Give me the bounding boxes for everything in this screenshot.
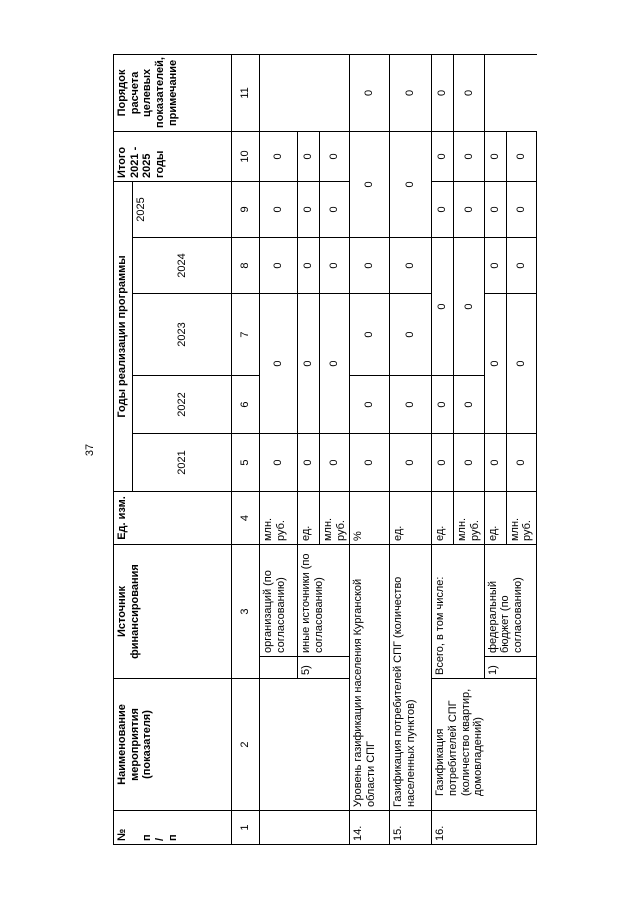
other-source: иные источники (по согласованию) [298, 545, 350, 657]
colnum-5: 5 [232, 434, 260, 492]
r15-total: 0 [390, 54, 432, 131]
colnum-2: 2 [232, 679, 260, 811]
r16-fed-num: 1) [484, 657, 536, 679]
column-numbers-row [232, 54, 260, 844]
r16-unit-c: ед. [484, 492, 506, 545]
r16-c-2022-2023: 0 [484, 294, 506, 434]
header-row-1 [114, 54, 133, 844]
r15-2024-2025: 0 [390, 131, 432, 237]
r14-2023b: 0 [350, 238, 390, 294]
header-source: Источник финансирования [114, 545, 232, 679]
r14-name: Уровень газификации населения Курганской области СПГ [350, 545, 390, 811]
header-num-4: п [166, 834, 179, 841]
org-source: организаций (по согласованию) [260, 545, 298, 657]
other-num: 5) [298, 657, 350, 679]
r16-c-2021: 0 [484, 434, 506, 492]
r15-unit: ед. [390, 492, 432, 545]
org-2022-2023: 0 [260, 294, 298, 434]
other-b-total: 0 [320, 131, 350, 181]
r16-a-2025: 0 [432, 131, 454, 181]
r15-2023b: 0 [390, 238, 432, 294]
r15-2022: 0 [390, 376, 432, 434]
r15-num: 15. [390, 811, 432, 845]
r15-name: Газификация потребителей СПГ (количество населенных пунктов) [390, 545, 432, 811]
other-b-2024: 0 [320, 238, 350, 294]
other-b-2022-2023: 0 [320, 294, 350, 434]
r16-b-total: 0 [454, 54, 484, 131]
org-total: 0 [260, 131, 298, 181]
cell-blank-name [260, 679, 350, 811]
r16-d-2022-2023: 0 [506, 294, 536, 434]
other-a-2021: 0 [298, 434, 320, 492]
header-year-2024: 2024 [133, 238, 232, 294]
colnum-6: 6 [232, 376, 260, 434]
r14-2022: 0 [350, 376, 390, 434]
org-unit: млн. руб. [260, 492, 298, 545]
r14-unit: % [350, 492, 390, 545]
header-name: Наименование мероприятия (показателя) [114, 679, 232, 811]
r16-name: Газификация потребителей СПГ (количество квартир, домовладений) [432, 679, 537, 811]
cell-blank-num [260, 811, 350, 845]
colnum-7: 7 [232, 294, 260, 376]
r16-num: 16. [432, 811, 537, 845]
r16-d-total: 0 [506, 131, 536, 181]
org-method [260, 54, 350, 131]
header-num-3: / [153, 837, 166, 841]
r15-2023a: 0 [390, 294, 432, 376]
r16-b-2023: 0 [454, 238, 484, 376]
r16-c-2025: 0 [484, 181, 506, 237]
r16-d-2025: 0 [506, 181, 536, 237]
r16-c-2024: 0 [484, 238, 506, 294]
rotated-table-page [113, 55, 615, 845]
row-15 [390, 54, 432, 844]
r16-a-2024: 0 [432, 181, 454, 237]
page-number: 37 [84, 443, 96, 457]
r16-d-2021: 0 [506, 434, 536, 492]
org-2025: 0 [260, 181, 298, 237]
other-unit-a: ед. [298, 492, 320, 545]
r16-b-2021: 0 [454, 434, 484, 492]
other-a-total: 0 [298, 131, 320, 181]
org-2024: 0 [260, 238, 298, 294]
row-14 [350, 54, 390, 844]
r14-num: 14. [350, 811, 390, 845]
header-method: Порядок расчета целевых показателей, примечание [114, 54, 232, 131]
r16-b-2022: 0 [454, 376, 484, 434]
r16-c-total: 0 [484, 131, 506, 181]
colnum-4: 4 [232, 492, 260, 545]
other-unit-b: млн. руб. [320, 492, 350, 545]
r14-2024-2025: 0 [350, 131, 390, 237]
header-years-group: Годы реализации программы [114, 181, 133, 491]
r16-source-total: Всего, в том числе: [432, 545, 484, 679]
other-b-2021: 0 [320, 434, 350, 492]
r16-fed-source: федеральный бюджет (по согласованию) [484, 545, 536, 657]
colnum-1: 1 [232, 811, 260, 845]
cell-blank-stub [260, 657, 298, 679]
header-total: Итого 2021 - 2025 годы [114, 131, 232, 181]
colnum-3: 3 [232, 545, 260, 679]
r14-2023a: 0 [350, 294, 390, 376]
r16-d-2024: 0 [506, 238, 536, 294]
header-year-2022: 2022 [133, 376, 232, 434]
other-a-2022-2023: 0 [298, 294, 320, 434]
colnum-9: 9 [232, 181, 260, 237]
header-num-2: п [141, 834, 154, 841]
row-16-units [432, 54, 454, 844]
r16-a-2022: 0 [432, 376, 454, 434]
r16-unit-d: млн. руб. [506, 492, 536, 545]
org-2021: 0 [260, 434, 298, 492]
header-num [114, 811, 232, 845]
other-a-2024: 0 [298, 238, 320, 294]
r16-a-2023: 0 [432, 238, 454, 376]
r16-unit-a: ед. [432, 492, 454, 545]
r16-a-2021: 0 [432, 434, 454, 492]
r15-2021: 0 [390, 434, 432, 492]
program-table [113, 54, 537, 845]
header-year-2025: 2025 [133, 181, 232, 237]
header-unit: Ед. изм. [114, 492, 232, 545]
colnum-8: 8 [232, 238, 260, 294]
r14-total: 0 [350, 54, 390, 131]
header-year-2021: 2021 [133, 434, 232, 492]
r16-a-total: 0 [432, 54, 454, 131]
header-num-1: № [116, 828, 128, 841]
colnum-11: 11 [232, 54, 260, 131]
r14-2021: 0 [350, 434, 390, 492]
header-year-2023: 2023 [133, 294, 232, 376]
other-a-2025: 0 [298, 181, 320, 237]
other-b-2025: 0 [320, 181, 350, 237]
r16-unit-b: млн. руб. [454, 492, 484, 545]
row-organizations [260, 54, 298, 844]
r16-b-2024: 0 [454, 181, 484, 237]
r16-b-2025: 0 [454, 131, 484, 181]
colnum-10: 10 [232, 131, 260, 181]
